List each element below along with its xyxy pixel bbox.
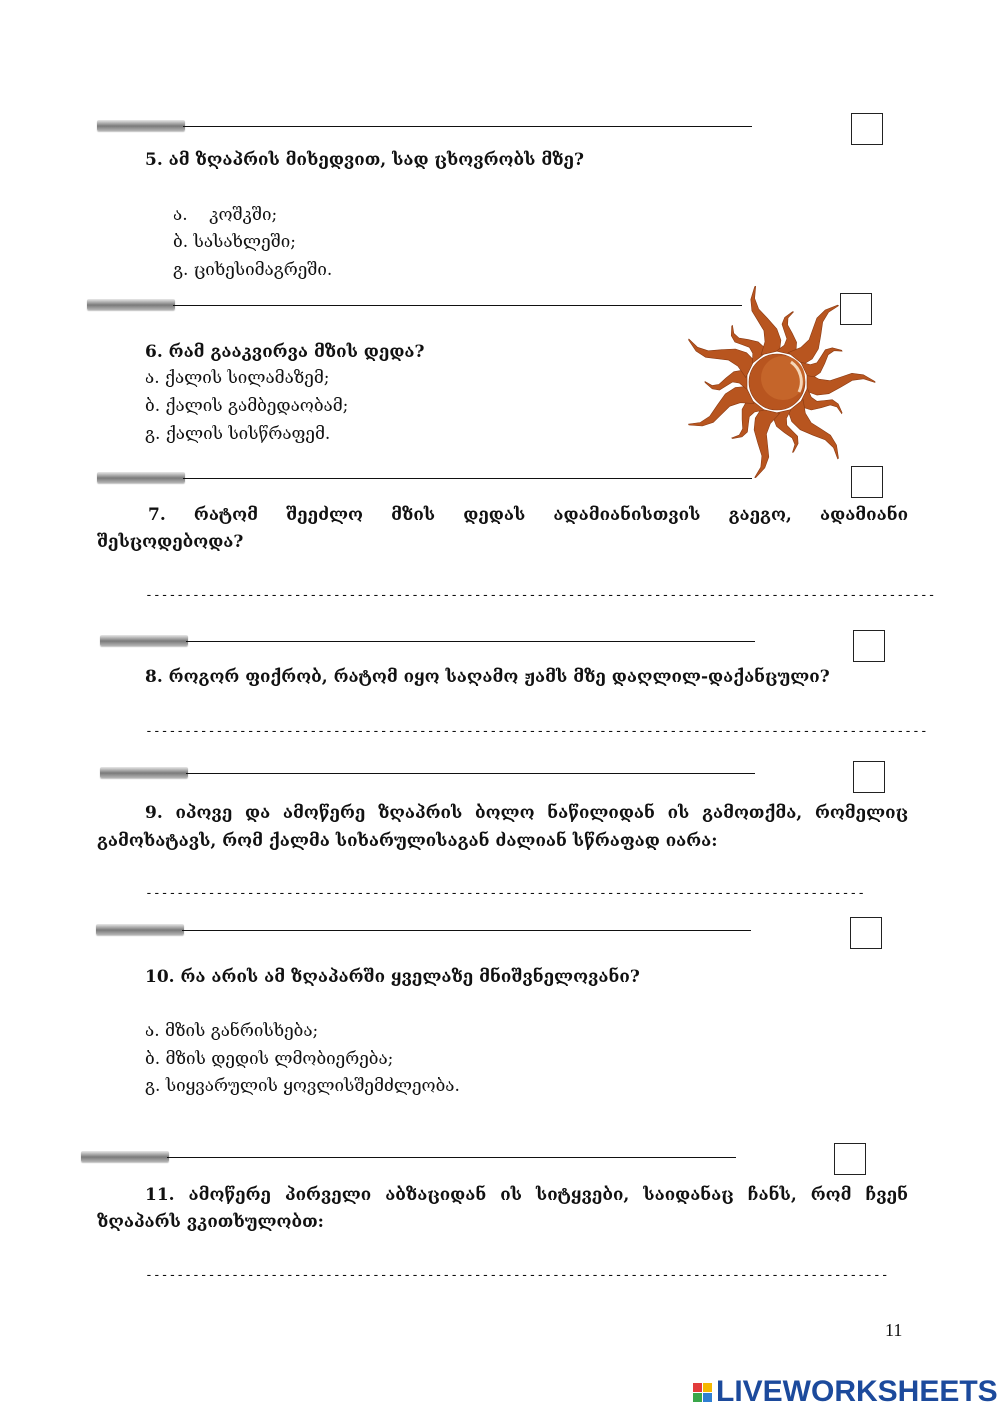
answer-checkbox-q8[interactable] xyxy=(853,630,885,662)
q6-option-c: გ. ქალის სისწრაფემ. xyxy=(145,424,331,444)
sun-ray xyxy=(807,373,875,396)
q5-option-b: ბ. სასახლეში; xyxy=(173,232,296,252)
question-5: 5. ამ ზღაპრის მიხედვით, სად ცხოვრობს მზე? xyxy=(145,150,584,170)
question-9-line1: 9. იპოვე და ამოწერე ზღაპრის ბოლო ნაწილიდან ის გამოთქმა, რომელიც xyxy=(145,803,908,823)
sun-ray xyxy=(788,305,838,364)
answer-checkbox-q5[interactable] xyxy=(851,113,883,145)
section-divider xyxy=(100,767,755,779)
question-11-line1: 11. ამოწერე პირველი აბზაციდან ის სიტყვები, საიდანაც ჩანს, რომ ჩვენ xyxy=(145,1185,908,1205)
q10-option-b: ბ. მზის დედის ლმობიერება; xyxy=(145,1049,394,1069)
section-divider xyxy=(96,924,751,936)
section-divider xyxy=(87,299,742,311)
q7-answer-line[interactable]: ----------------------------------------------------------------------------------------------------- xyxy=(145,588,936,603)
question-11-line2: ზღაპარს ვკითხულობთ: xyxy=(97,1212,324,1232)
question-6: 6. რამ გააკვირვა მზის დედა? xyxy=(145,342,425,362)
answer-checkbox-q7[interactable] xyxy=(851,466,883,498)
q10-option-a: ა. მზის განრისხება; xyxy=(145,1021,319,1041)
q11-answer-line[interactable]: ----------------------------------------------------------------------------------------------- xyxy=(145,1268,889,1283)
answer-checkbox-q10[interactable] xyxy=(850,917,882,949)
question-7-line2: შესცოდებოდა? xyxy=(97,532,244,552)
q5-option-c: გ. ციხესიმაგრეში. xyxy=(173,260,333,280)
q6-option-b: ბ. ქალის გამბედაობამ; xyxy=(145,396,349,416)
question-9-line2: გამოხატავს, რომ ქალმა სიხარულისაგან ძალიან სწრაფად იარა: xyxy=(97,831,718,851)
question-10: 10. რა არის ამ ზღაპარში ყველაზე მნიშვნელოვანი? xyxy=(145,967,640,987)
answer-checkbox-q9[interactable] xyxy=(853,761,885,793)
q10-option-c: გ. სიყვარულის ყოვლისშემძლეობა. xyxy=(145,1076,460,1096)
question-8: 8. როგორ ფიქრობ, რატომ იყო საღამო ჟამს მზე დაღლილ-დაქანცული? xyxy=(145,667,830,687)
section-divider xyxy=(100,635,755,647)
liveworksheets-icon xyxy=(693,1383,712,1402)
q5-option-a: ა. კოშკში; xyxy=(173,205,278,225)
sun-icon xyxy=(672,282,882,482)
q9-answer-line[interactable]: -------------------------------------------------------------------------------------------- xyxy=(145,886,866,901)
q6-option-a: ა. ქალის სილამაზემ; xyxy=(145,368,330,388)
question-7-line1: 7. რატომ შეეძლო მზის დედას ადამიანისთვის გაეგო, ადამიანი xyxy=(148,505,908,525)
answer-checkbox-q11[interactable] xyxy=(834,1143,866,1175)
section-divider xyxy=(81,1151,736,1163)
page-number: 11 xyxy=(885,1320,903,1340)
liveworksheets-logo xyxy=(693,1375,998,1409)
section-divider xyxy=(97,120,752,132)
q8-answer-line[interactable]: ---------------------------------------------------------------------------------------------------- xyxy=(145,724,928,739)
brand-name: LIVEWORKSHEETS xyxy=(716,1375,998,1408)
section-divider xyxy=(97,472,752,484)
